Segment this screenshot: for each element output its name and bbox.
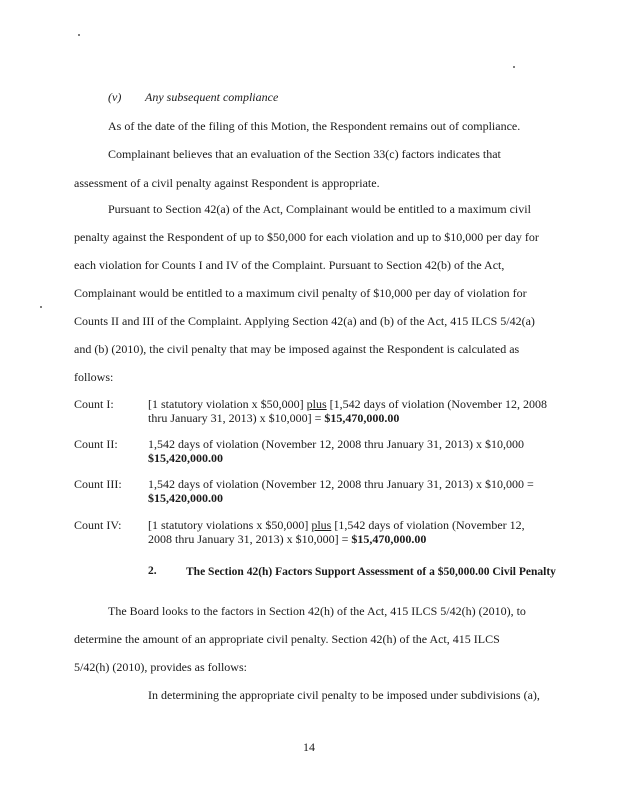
scan-speck [513,66,515,68]
paragraph-line: penalty against the Respondent of up to $50,000 for each violation and up to $10,000 per day for [74,230,539,244]
count-label: Count II: [74,437,118,451]
count-formula: [1,542 days of violation (November 12, 2008 thru January 31, 2013) x $10,000] = [148,518,525,546]
count-plus: plus [306,397,327,411]
count-formula: 1,542 days of violation (November 12, 2008 thru January 31, 2013) x $10,000 [148,437,524,451]
count-total: $15,420,000.00 [148,491,223,505]
count-label: Count IV: [74,518,122,532]
paragraph-line: each violation for Counts I and IV of the Complaint. Pursuant to Section 42(b) of the Act, [74,258,505,272]
count-total: $15,470,000.00 [324,411,400,425]
paragraph-line: Counts II and III of the Complaint. Applying Section 42(a) and (b) of the Act, 415 ILCS 5/42(a) [74,314,535,328]
section-title: The Section 42(h) Factors Support Assessment of a $50,000.00 Civil Penalty [186,566,556,578]
count-formula: [1,542 days of violation (November 12, 2008 thru January 31, 2013) x $10,000] = [148,397,547,425]
count-formula: [1 statutory violation x $50,000] [148,397,307,411]
subheading-title: Any subsequent compliance [145,90,279,104]
scan-speck [40,306,42,308]
paragraph-line: assessment of a civil penalty against Respondent is appropriate. [74,176,380,190]
paragraph-line: and (b) (2010), the civil penalty that may be imposed against the Respondent is calculated as [74,342,520,356]
paragraph-line: Complainant believes that an evaluation of the Section 33(c) factors indicates that [108,147,501,161]
block-quote-line: In determining the appropriate civil penalty to be imposed under subdivisions (a), [148,688,540,702]
count-formula: 1,542 days of violation (November 12, 2008 thru January 31, 2013) x $10,000 = [148,477,534,491]
count-calculation [148,518,548,546]
count-calculation [148,477,548,505]
count-calculation [148,397,548,425]
subheading-number: (v) [108,90,122,104]
paragraph-line: follows: [74,370,114,384]
count-plus: plus [311,518,332,532]
count-total: $15,470,000.00 [351,532,427,546]
count-calculation [148,437,548,465]
count-total: $15,420,000.00 [148,451,223,465]
paragraph-line: Complainant would be entitled to a maximum civil penalty of $10,000 per day of violation for [74,286,527,300]
paragraph-line: 5/42(h) (2010), provides as follows: [74,660,247,674]
paragraph-line: determine the amount of an appropriate civil penalty. Section 42(h) of the Act, 415 ILCS [74,632,500,646]
section-number: 2. [148,565,157,577]
scan-speck [78,34,80,36]
paragraph-line: The Board looks to the factors in Section 42(h) of the Act, 415 ILCS 5/42(h) (2010), to [108,604,526,618]
paragraph-line: As of the date of the filing of this Motion, the Respondent remains out of compliance. [108,119,521,133]
page-number: 14 [303,740,315,754]
count-formula: [1 statutory violations x $50,000] [148,518,312,532]
paragraph-line: Pursuant to Section 42(a) of the Act, Complainant would be entitled to a maximum civil [108,202,531,216]
count-label: Count III: [74,477,122,491]
count-label: Count I: [74,397,114,411]
